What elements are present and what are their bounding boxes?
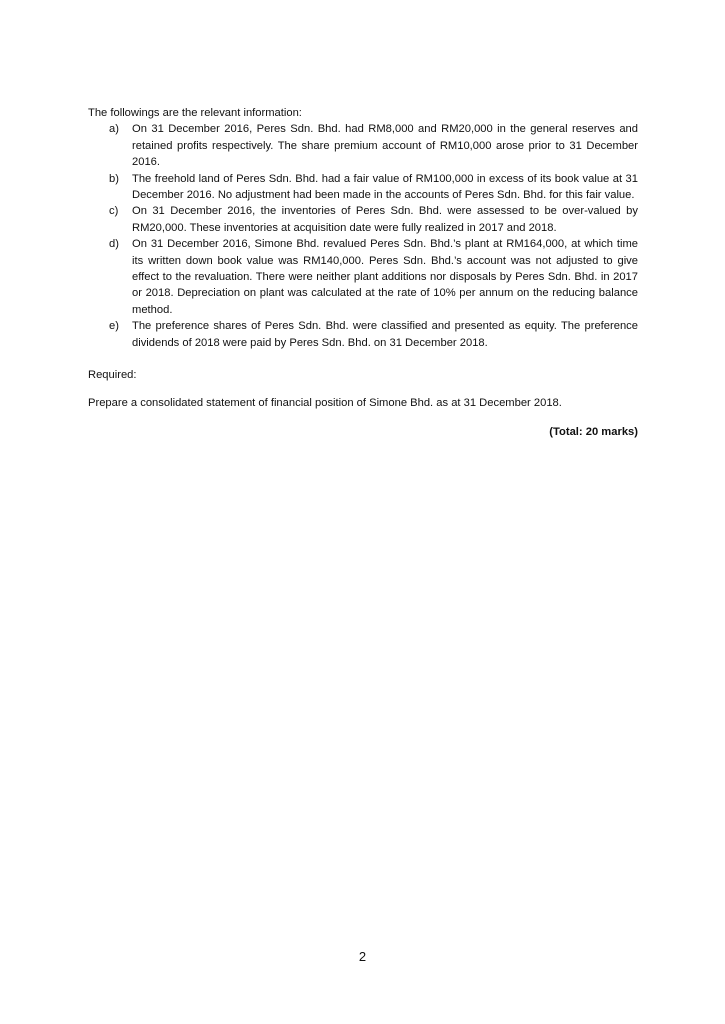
total-marks: (Total: 20 marks) <box>549 426 638 439</box>
item-text: On 31 December 2016, Peres Sdn. Bhd. had RM8,000 and RM20,000 in the general reserves and retained profits respectively. The share premium account of RM10,000 arose prior to 31 December 2016. <box>132 123 638 169</box>
information-item <box>88 171 638 204</box>
required-label: Required: <box>88 369 137 382</box>
item-marker: d) <box>109 238 119 251</box>
information-item <box>88 121 638 170</box>
item-marker: e) <box>109 320 119 333</box>
item-text: The preference shares of Peres Sdn. Bhd. were classified and presented as equity. The preference dividends of 2018 were paid by Peres Sdn. Bhd. on 31 December 2018. <box>132 320 638 349</box>
task-text: Prepare a consolidated statement of financial position of Simone Bhd. as at 31 December 2018. <box>88 396 562 409</box>
item-marker: a) <box>109 123 119 136</box>
item-text: The freehold land of Peres Sdn. Bhd. had a fair value of RM100,000 in excess of its book value at 31 December 2016. No adjustment had been made in the accounts of Peres Sdn. Bhd. for this fair value. <box>132 172 638 202</box>
information-list <box>88 121 638 351</box>
page-number: 2 <box>358 949 367 964</box>
item-text: On 31 December 2016, the inventories of Peres Sdn. Bhd. were assessed to be over-valued by RM20,000. These inventories at acquisition date were fully realized in 2017 and 2018. <box>132 205 638 234</box>
item-marker: c) <box>109 205 119 218</box>
item-marker: b) <box>109 172 119 185</box>
item-text: On 31 December 2016, Simone Bhd. revalued Peres Sdn. Bhd.’s plant at RM164,000, at which time its written down book value was RM140,000. Peres Sdn. Bhd.’s account was not adjusted to give effect to the revaluation. There were neither plant additions nor disposals by Peres Sdn. Bhd. in 2017 or 2018. Depreciation on plant was calculated at the rate of 10% per annum on the reducing balance method. <box>132 238 638 316</box>
question-content <box>88 105 638 452</box>
information-item <box>88 236 638 318</box>
information-item <box>88 203 638 236</box>
information-item <box>88 318 638 351</box>
intro-text: The followings are the relevant information: <box>88 107 302 119</box>
